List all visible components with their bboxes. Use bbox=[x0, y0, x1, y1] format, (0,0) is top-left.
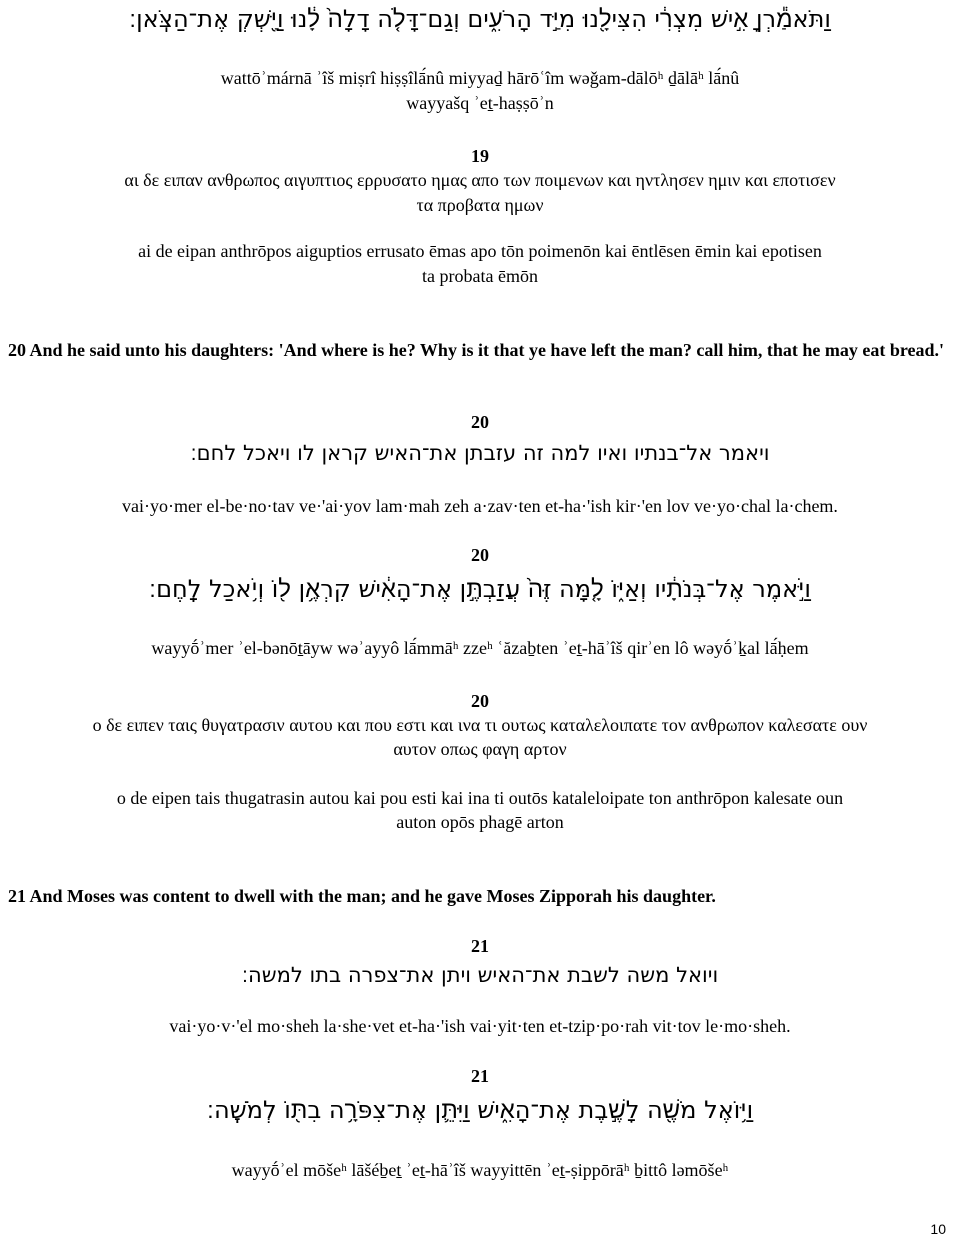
verse-number-21-a: 21 bbox=[471, 936, 489, 956]
greek-transliteration-v19-line1: ai de eipan anthrōpos aiguptios errusato ēmas apo tōn poimenōn kai ēntlēsen ēmin kai epotisen bbox=[138, 241, 822, 261]
english-verse-20: 20 And he said unto his daughters: 'And where is he? Why is it that ye have left the man? call him, that he may eat bread.' bbox=[8, 340, 945, 360]
greek-verse-number-19: 19 bbox=[471, 146, 489, 166]
transliteration-v21: wayyṓʾel mōšeʰ lāšéḇeṯ ʾeṯ-hāʾîš wayyittēn ʾeṯ-ṣippōrāʰ ḇittô ləmōšeʰ bbox=[231, 1160, 729, 1180]
hebrew-pointed-v19: וַתֹּאמַ֕רְןָ אִ֣ישׁ מִצְרִ֔י הִצִּילָ֖נוּ מִיַּ֣ד הָרֹעִ֑ים וְגַם־דָּלֹ֤ה דָלָה֙ לָ֔נוּ וַיַּ֖שְׁקְ אֶת־הַצֹּֽאן׃ bbox=[129, 5, 831, 33]
greek-transliteration-v20-line2: auton opōs phagē arton bbox=[396, 812, 564, 832]
transliteration-v19-line2: wayyašq ʾeṯ-haṣṣōʾn bbox=[406, 93, 554, 113]
page-number: 10 bbox=[930, 1221, 946, 1237]
verse-number-20-b: 20 bbox=[471, 545, 489, 565]
greek-verse-number-20: 20 bbox=[471, 691, 489, 711]
greek-text-v19-line1: αι δε ειπαν ανθρωπος αιγυπτιος ερρυσατο ημας απο των ποιμενων και ηντλησεν ημιν και εποτισεν bbox=[124, 170, 836, 190]
greek-text-v20-line2: αυτον οπως φαγη αρτον bbox=[393, 739, 567, 759]
hebrew-plain-v21: ויואל משה לשבת את־האיש ויתן את־צפרה בתו למשה׃ bbox=[241, 963, 719, 987]
phonetic-v20: vai·yo·mer el-be·no·tav ve·'ai·yov lam·mah zeh a·zav·ten et-ha·'ish kir·'en lov ve·yo·chal la·chem. bbox=[122, 496, 838, 516]
verse-number-20-a: 20 bbox=[471, 412, 489, 432]
hebrew-pointed-v21: וַיּ֥וֹאֶל מֹשֶׁ֖ה לָשֶׁ֣בֶת אֶת־הָאִ֑ישׁ וַיִּתֵּ֛ן אֶת־צִפֹּרָ֥ה בִתּ֖וֹ לְמֹשֶֽׁה׃ bbox=[206, 1096, 754, 1124]
verse-number-21-b: 21 bbox=[471, 1066, 489, 1086]
transliteration-v20: wayyṓʾmer ʾel-bənōṯāyw wəʾayyô lā́mmāʰ zzeʰ ʿăzaḇten ʾeṯ-hāʾîš qirʾen lô wəyṓʾḵal lā́ḥem bbox=[151, 638, 809, 658]
hebrew-plain-v20: ויאמר אל־בנתיו ואיו למה זה עזבתן את־האיש קראן לו ויאכל לחם׃ bbox=[190, 441, 770, 465]
phonetic-v21: vai·yo·v·'el mo·sheh la·she·vet et-ha·'ish vai·yit·ten et-tzip·po·rah vit·tov le·mo·sheh. bbox=[169, 1016, 791, 1036]
greek-transliteration-v19-line2: ta probata ēmōn bbox=[422, 266, 538, 286]
greek-transliteration-v20-line1: o de eipen tais thugatrasin autou kai pou esti kai ina ti outōs kataleloipate ton anthrōpon kalesate oun bbox=[116, 788, 844, 808]
hebrew-pointed-v20: וַיֹּ֣אמֶר אֶל־בְּנֹתָ֔יו וְאַיּ֑וֹ לָ֤מָּה זֶּה֙ עֲזַבְתֶּ֣ן אֶת־הָאִ֔ישׁ קִרְאֶ֥ן ל֖וֹ וְיֹ֥אכַל לָֽחֶם׃ bbox=[149, 575, 811, 603]
greek-text-v19-line2: τα προβατα ημων bbox=[416, 195, 544, 215]
greek-text-v20-line1: ο δε ειπεν ταις θυγατρασιν αυτου και που εστι και ινα τι ουτως καταλελοιπατε τον ανθρωπον καλεσατε ουν bbox=[92, 715, 868, 735]
english-verse-21: 21 And Moses was content to dwell with the man; and he gave Moses Zipporah his daughter. bbox=[8, 886, 716, 906]
transliteration-v19-line1: wattōʾmárnā ʾîš miṣrî hiṣṣîlā́nû miyyaḏ hārōʿîm wəǧam-dālōʰ ḏālāʰ lā́nû bbox=[220, 68, 740, 88]
